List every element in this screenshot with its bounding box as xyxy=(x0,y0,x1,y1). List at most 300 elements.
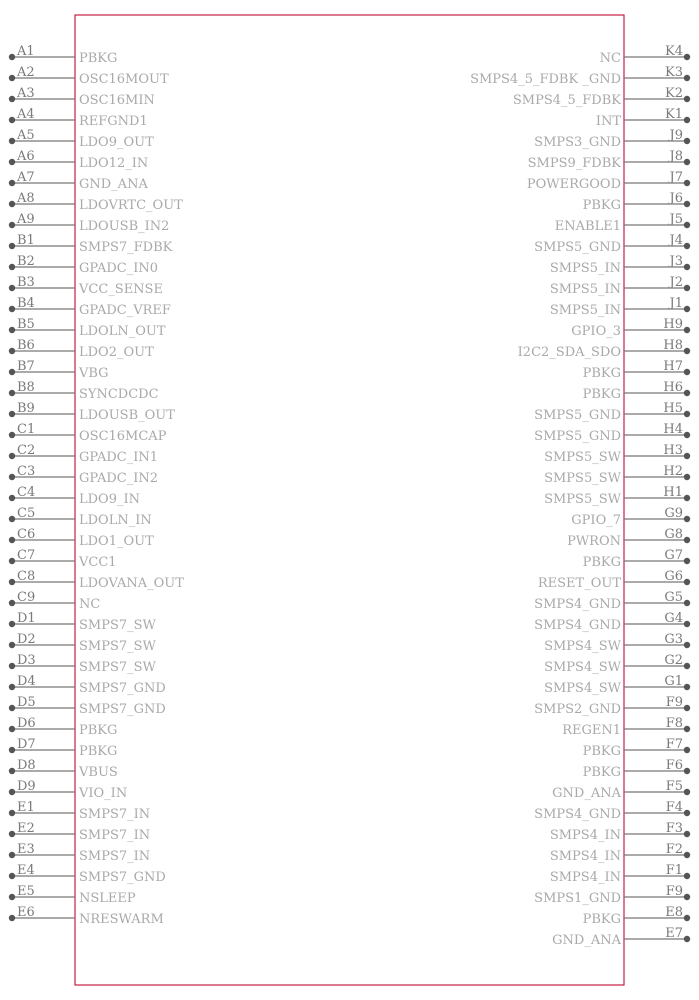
pin-number: F9 xyxy=(665,695,683,710)
pin-endpoint xyxy=(684,810,690,816)
pin-name: GPADC_IN0 xyxy=(79,261,158,276)
pin-name: SMPS4_GND xyxy=(534,597,621,612)
pin-left-7 xyxy=(9,170,149,192)
pin-endpoint xyxy=(9,558,15,564)
pin-endpoint xyxy=(684,159,690,165)
pin-number: H1 xyxy=(663,485,683,500)
pin-name: SMPS4_5_FDBK _GND xyxy=(470,72,621,87)
pin-endpoint xyxy=(684,348,690,354)
pin-endpoint xyxy=(684,243,690,249)
pin-right-22 xyxy=(544,485,690,507)
pin-number: J7 xyxy=(669,170,683,185)
pin-number: F5 xyxy=(665,779,683,794)
pin-name: PBKG xyxy=(582,744,621,759)
pin-endpoint xyxy=(684,138,690,144)
pin-endpoint xyxy=(9,915,15,921)
pin-endpoint xyxy=(9,684,15,690)
pin-name: SMPS7_IN xyxy=(79,807,151,822)
pin-number: K4 xyxy=(665,44,683,59)
pin-name: VBUS xyxy=(79,765,118,780)
pin-left-27 xyxy=(9,590,101,612)
pin-name: PWRON xyxy=(567,534,621,549)
pin-number: F7 xyxy=(665,737,683,752)
pin-endpoint xyxy=(684,474,690,480)
pin-right-10 xyxy=(534,233,690,255)
pin-endpoint xyxy=(9,54,15,60)
pin-endpoint xyxy=(9,663,15,669)
pin-endpoint xyxy=(9,348,15,354)
pin-name: LDOUSB_IN2 xyxy=(79,219,170,234)
pin-name: SMPS5_GND xyxy=(534,429,621,444)
pin-endpoint xyxy=(684,411,690,417)
pin-endpoint xyxy=(684,54,690,60)
pin-name: REFGND1 xyxy=(79,114,148,129)
pin-number: A6 xyxy=(17,149,35,164)
pin-number: F6 xyxy=(665,758,683,773)
pin-endpoint xyxy=(684,705,690,711)
pin-number: K3 xyxy=(665,65,683,80)
pin-name: GND_ANA xyxy=(552,933,621,948)
pin-endpoint xyxy=(9,117,15,123)
pin-name: SMPS7_IN xyxy=(79,828,151,843)
pin-right-36 xyxy=(552,779,690,801)
pin-name: GND_ANA xyxy=(79,177,148,192)
pin-endpoint xyxy=(684,579,690,585)
pin-number: J8 xyxy=(669,149,683,164)
pin-number: G4 xyxy=(664,611,683,626)
pin-endpoint xyxy=(9,705,15,711)
pin-left-8 xyxy=(9,191,183,213)
pin-number: E3 xyxy=(17,842,35,857)
pin-endpoint xyxy=(9,810,15,816)
pin-endpoint xyxy=(9,642,15,648)
pin-left-23 xyxy=(9,506,152,528)
pin-right-20 xyxy=(544,443,690,465)
pin-name: GPIO_7 xyxy=(571,513,621,528)
pin-left-5 xyxy=(9,128,154,150)
pin-endpoint xyxy=(9,159,15,165)
pin-left-11 xyxy=(9,254,158,276)
pin-endpoint xyxy=(9,327,15,333)
pin-endpoint xyxy=(684,621,690,627)
pin-name: GND_ANA xyxy=(552,786,621,801)
pin-name: SMPS4_SW xyxy=(544,639,621,654)
pin-right-41 xyxy=(534,884,690,906)
pin-right-29 xyxy=(544,632,690,654)
pin-endpoint xyxy=(684,75,690,81)
pin-name: SMPS5_SW xyxy=(544,450,621,465)
pin-name: SMPS5_SW xyxy=(544,471,621,486)
pin-name: PBKG xyxy=(582,912,621,927)
pin-left-10 xyxy=(9,233,173,255)
pin-endpoint xyxy=(9,600,15,606)
pin-number: F3 xyxy=(665,821,683,836)
pin-name: OSC16MCAP xyxy=(79,429,167,444)
pin-endpoint xyxy=(9,873,15,879)
pin-number: H2 xyxy=(663,464,683,479)
pin-endpoint xyxy=(9,201,15,207)
pin-left-25 xyxy=(9,548,117,570)
pin-name: GPADC_VREF xyxy=(79,303,171,318)
pin-right-35 xyxy=(583,758,691,780)
pin-right-12 xyxy=(550,275,690,297)
pin-left-16 xyxy=(9,359,109,381)
pin-name: SMPS4_GND xyxy=(534,618,621,633)
pin-name: LDOVRTC_OUT xyxy=(79,198,183,213)
pin-endpoint xyxy=(684,264,690,270)
pin-right-4 xyxy=(596,107,690,129)
pin-left-36 xyxy=(9,779,127,801)
pin-right-7 xyxy=(527,170,690,192)
pin-left-42 xyxy=(9,905,164,927)
pin-number: D4 xyxy=(17,674,36,689)
pin-number: E5 xyxy=(17,884,35,899)
pin-left-26 xyxy=(9,569,184,591)
pin-name: SMPS7_GND xyxy=(79,702,166,717)
pin-endpoint xyxy=(9,894,15,900)
pin-endpoint xyxy=(684,432,690,438)
pin-endpoint xyxy=(9,75,15,81)
pin-endpoint xyxy=(684,915,690,921)
pin-endpoint xyxy=(684,537,690,543)
pin-number: C7 xyxy=(17,548,36,563)
pin-number: B7 xyxy=(17,359,35,374)
pin-left-38 xyxy=(9,821,150,843)
pin-name: PBKG xyxy=(582,366,621,381)
pin-endpoint xyxy=(9,495,15,501)
pin-number: A8 xyxy=(17,191,35,206)
pin-right-37 xyxy=(534,800,690,822)
pin-endpoint xyxy=(684,768,690,774)
pin-endpoint xyxy=(9,789,15,795)
pin-endpoint xyxy=(684,558,690,564)
pin-endpoint xyxy=(9,243,15,249)
pin-number: G7 xyxy=(664,548,683,563)
pin-left-28 xyxy=(9,611,157,633)
pin-number: C4 xyxy=(17,485,36,500)
pin-left-15 xyxy=(9,338,154,360)
pin-left-31 xyxy=(9,674,166,696)
pin-name: SMPS7_GND xyxy=(79,870,166,885)
pin-number: J3 xyxy=(669,254,683,269)
pin-name: SMPS7_SW xyxy=(79,639,156,654)
pin-name: I2C2_SDA_SDO xyxy=(517,345,621,360)
pin-number: H5 xyxy=(663,401,683,416)
pin-left-37 xyxy=(9,800,150,822)
pin-number: J5 xyxy=(669,212,683,227)
pin-number: B4 xyxy=(17,296,35,311)
pin-number: J4 xyxy=(669,233,683,248)
pin-number: H3 xyxy=(663,443,683,458)
pin-name: SMPS3_GND xyxy=(534,135,621,150)
pin-left-20 xyxy=(9,443,158,465)
pin-endpoint xyxy=(9,747,15,753)
pin-right-42 xyxy=(583,905,691,927)
pin-number: E8 xyxy=(665,905,683,920)
pin-number: E2 xyxy=(17,821,35,836)
pin-name: RESET_OUT xyxy=(537,576,621,591)
pin-endpoint xyxy=(9,222,15,228)
pin-number: G5 xyxy=(664,590,683,605)
pin-endpoint xyxy=(9,852,15,858)
pin-number: D3 xyxy=(17,653,36,668)
pin-endpoint xyxy=(9,411,15,417)
pin-right-18 xyxy=(534,401,690,423)
pin-number: D8 xyxy=(17,758,36,773)
pin-name: NRESWARM xyxy=(79,912,164,927)
pin-left-19 xyxy=(9,422,167,444)
pin-name: OSC16MOUT xyxy=(79,72,169,87)
pin-endpoint xyxy=(684,222,690,228)
pin-endpoint xyxy=(9,537,15,543)
pin-endpoint xyxy=(684,285,690,291)
pin-number: F4 xyxy=(665,800,683,815)
pin-endpoint xyxy=(9,306,15,312)
pin-number: D1 xyxy=(17,611,36,626)
pin-endpoint xyxy=(684,201,690,207)
pin-number: J6 xyxy=(669,191,683,206)
pin-right-15 xyxy=(518,338,691,360)
pin-endpoint xyxy=(684,390,690,396)
pin-right-23 xyxy=(571,506,690,528)
pin-number: F2 xyxy=(665,842,683,857)
pin-number: B2 xyxy=(17,254,35,269)
pin-number: A4 xyxy=(17,107,35,122)
pin-name: SMPS5_IN xyxy=(549,282,621,297)
pin-left-12 xyxy=(9,275,163,297)
pin-endpoint xyxy=(9,432,15,438)
pin-number: E7 xyxy=(665,926,683,941)
pin-endpoint xyxy=(684,369,690,375)
pin-name: POWERGOOD xyxy=(526,177,621,192)
pin-number: C3 xyxy=(17,464,36,479)
pin-right-17 xyxy=(583,380,691,402)
pin-endpoint xyxy=(9,516,15,522)
pin-left-33 xyxy=(9,716,118,738)
right-pin-column xyxy=(470,44,690,948)
pin-endpoint xyxy=(684,789,690,795)
pin-name: PBKG xyxy=(79,744,118,759)
pin-number: G6 xyxy=(664,569,683,584)
pin-right-26 xyxy=(538,569,690,591)
pin-right-40 xyxy=(550,863,690,885)
pin-left-41 xyxy=(9,884,136,906)
pin-endpoint xyxy=(684,96,690,102)
pin-number: C8 xyxy=(17,569,36,584)
pin-endpoint xyxy=(684,684,690,690)
pin-name: SMPS1_GND xyxy=(534,891,621,906)
pin-left-35 xyxy=(9,758,118,780)
pin-number: C1 xyxy=(17,422,36,437)
pin-endpoint xyxy=(684,117,690,123)
pin-name: SMPS7_GND xyxy=(79,681,166,696)
pin-endpoint xyxy=(684,180,690,186)
pin-name: OSC16MIN xyxy=(79,93,155,108)
pin-number: D2 xyxy=(17,632,36,647)
pin-endpoint xyxy=(9,96,15,102)
pin-endpoint xyxy=(9,831,15,837)
pin-left-3 xyxy=(9,86,155,108)
pin-name: SMPS5_IN xyxy=(549,261,621,276)
pin-left-34 xyxy=(9,737,118,759)
pin-right-32 xyxy=(534,695,690,717)
pin-number: D9 xyxy=(17,779,36,794)
pin-name: LDO2_OUT xyxy=(79,345,154,360)
pin-endpoint xyxy=(684,852,690,858)
pin-name: LDOVANA_OUT xyxy=(79,576,184,591)
pin-endpoint xyxy=(684,894,690,900)
pin-left-40 xyxy=(9,863,166,885)
pin-endpoint xyxy=(9,369,15,375)
pin-number: B6 xyxy=(17,338,35,353)
pin-left-1 xyxy=(9,44,118,66)
pin-name: NC xyxy=(599,51,621,66)
pin-name: SYNCDCDC xyxy=(79,387,159,402)
pin-right-39 xyxy=(550,842,690,864)
pin-name: PBKG xyxy=(79,723,118,738)
pin-number: K2 xyxy=(665,86,683,101)
pin-name: SMPS7_IN xyxy=(79,849,151,864)
pin-endpoint xyxy=(9,264,15,270)
pin-name: VCC1 xyxy=(79,555,117,570)
pin-right-1 xyxy=(600,44,691,66)
pin-name: SMPS4_IN xyxy=(549,849,621,864)
pin-name: INT xyxy=(595,114,621,129)
pin-number: H9 xyxy=(663,317,683,332)
pin-left-13 xyxy=(9,296,171,318)
pin-name: SMPS2_GND xyxy=(534,702,621,717)
pin-number: C5 xyxy=(17,506,36,521)
pin-endpoint xyxy=(684,747,690,753)
pin-right-34 xyxy=(583,737,691,759)
pin-number: G3 xyxy=(664,632,683,647)
pin-left-17 xyxy=(9,380,159,402)
pin-number: A3 xyxy=(17,86,35,101)
pin-endpoint xyxy=(684,663,690,669)
pin-number: B8 xyxy=(17,380,35,395)
pin-number: H8 xyxy=(663,338,683,353)
pin-left-24 xyxy=(9,527,154,549)
pin-left-2 xyxy=(9,65,169,87)
pin-number: E4 xyxy=(17,863,35,878)
pin-name: SMPS5_GND xyxy=(534,240,621,255)
pin-endpoint xyxy=(9,726,15,732)
pin-name: VBG xyxy=(79,366,109,381)
pin-right-3 xyxy=(513,86,690,108)
pin-number: C2 xyxy=(17,443,36,458)
pin-number: E6 xyxy=(17,905,35,920)
pin-right-13 xyxy=(550,296,690,318)
pin-endpoint xyxy=(684,873,690,879)
pin-name: SMPS4_GND xyxy=(534,807,621,822)
pin-name: SMPS5_IN xyxy=(549,303,621,318)
pin-endpoint xyxy=(684,495,690,501)
pin-number: J9 xyxy=(669,128,683,143)
pin-endpoint xyxy=(9,453,15,459)
pin-left-29 xyxy=(9,632,157,654)
pin-left-32 xyxy=(9,695,166,717)
pin-number: G9 xyxy=(664,506,683,521)
pin-number: G2 xyxy=(664,653,683,668)
pin-name: SMPS4_IN xyxy=(549,870,621,885)
pin-endpoint xyxy=(684,600,690,606)
pin-endpoint xyxy=(684,726,690,732)
pin-name: SMPS7_FDBK xyxy=(79,240,173,255)
pin-name: SMPS9_FDBK xyxy=(527,156,621,171)
pin-left-18 xyxy=(9,401,175,423)
pin-name: VIO_IN xyxy=(79,786,128,801)
pin-number: D7 xyxy=(17,737,36,752)
pin-endpoint xyxy=(9,474,15,480)
pin-right-19 xyxy=(534,422,690,444)
pin-endpoint xyxy=(9,390,15,396)
pin-name: GPADC_IN2 xyxy=(79,471,158,486)
pin-name: LDO9_OUT xyxy=(79,135,154,150)
pin-name: SMPS7_SW xyxy=(79,660,156,675)
pin-right-38 xyxy=(550,821,690,843)
pin-endpoint xyxy=(684,642,690,648)
pin-right-25 xyxy=(583,548,691,570)
pin-right-30 xyxy=(544,653,690,675)
pin-number: D5 xyxy=(17,695,36,710)
pin-endpoint xyxy=(9,138,15,144)
pin-number: F1 xyxy=(665,863,683,878)
pin-left-9 xyxy=(9,212,170,234)
pin-right-9 xyxy=(555,212,690,234)
pin-endpoint xyxy=(684,516,690,522)
pin-left-30 xyxy=(9,653,157,675)
pin-endpoint xyxy=(9,180,15,186)
pin-name: PBKG xyxy=(582,555,621,570)
pin-number: A1 xyxy=(17,44,35,59)
pin-name: PBKG xyxy=(582,387,621,402)
pin-endpoint xyxy=(684,327,690,333)
pin-right-11 xyxy=(550,254,690,276)
pin-name: SMPS5_SW xyxy=(544,492,621,507)
pin-right-6 xyxy=(528,149,691,171)
pin-right-27 xyxy=(534,590,690,612)
pin-number: E1 xyxy=(17,800,35,815)
pin-name: PBKG xyxy=(79,51,118,66)
left-pin-column xyxy=(9,44,184,927)
pin-number: H6 xyxy=(663,380,683,395)
pin-number: C9 xyxy=(17,590,36,605)
pin-name: SMPS4_IN xyxy=(549,828,621,843)
pin-number: A2 xyxy=(17,65,35,80)
pin-endpoint xyxy=(9,768,15,774)
pin-left-4 xyxy=(9,107,148,129)
pin-right-33 xyxy=(562,716,690,738)
pin-number: H7 xyxy=(663,359,683,374)
pin-endpoint xyxy=(9,621,15,627)
pin-number: F9 xyxy=(665,884,683,899)
pin-right-2 xyxy=(470,65,690,87)
pin-name: ENABLE1 xyxy=(554,219,621,234)
pin-left-39 xyxy=(9,842,150,864)
pin-name: PBKG xyxy=(582,765,621,780)
pin-number: A5 xyxy=(17,128,35,143)
pin-left-21 xyxy=(9,464,158,486)
pin-endpoint xyxy=(684,936,690,942)
pin-name: LDOUSB_OUT xyxy=(79,408,175,423)
pin-right-16 xyxy=(583,359,691,381)
pin-number: B9 xyxy=(17,401,35,416)
pin-endpoint xyxy=(684,453,690,459)
pin-endpoint xyxy=(684,831,690,837)
pin-number: F8 xyxy=(665,716,683,731)
pin-name: LDOLN_OUT xyxy=(79,324,166,339)
pin-endpoint xyxy=(9,579,15,585)
